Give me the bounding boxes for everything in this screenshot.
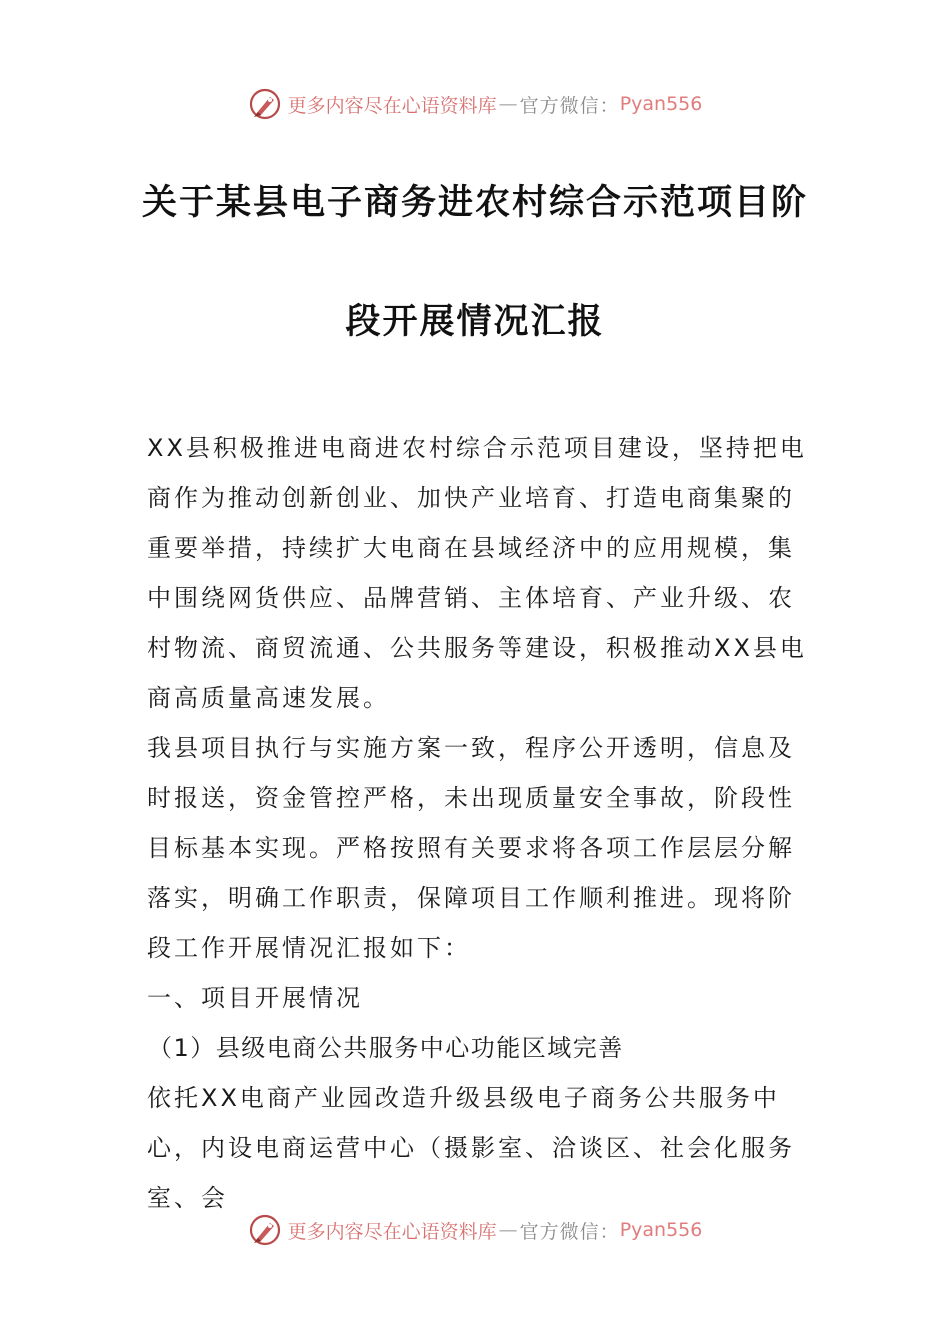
body-paragraph-3: 依托XX电商产业园改造升级县级电子商务公共服务中心，内设电商运营中心（摄影室、洽谈区、社会化服务室、会 — [147, 1084, 795, 1212]
watermark-dash: — — [498, 1219, 518, 1241]
subsection-heading: （1）县级电商公共服务中心功能区域完善 — [148, 1034, 624, 1062]
document-title-line-1: 关于某县电子商务进农村综合示范项目阶 — [141, 183, 808, 223]
section-heading: 一、项目开展情况 — [147, 984, 363, 1012]
document-title-line-2: 段开展情况汇报 — [345, 302, 605, 342]
watermark-dash: — — [498, 93, 518, 115]
watermark-wechat-id: Pyan556 — [619, 1219, 703, 1241]
body-paragraph-2: 我县项目执行与实施方案一致，程序公开透明，信息及时报送，资金管控严格，未出现质量安全事故，阶段性目标基本实现。严格按照有关要求将各项工作层层分解落实，明确工作职责，保障项目工作顺利推进。现将阶段工作开展情况汇报如下： — [147, 734, 795, 962]
watermark-banner-top — [0, 84, 950, 124]
watermark-main-text: 更多内容尽在心语资料库 — [287, 1220, 497, 1243]
pen-nib-logo-icon — [248, 87, 282, 121]
pen-nib-logo-icon — [248, 1213, 282, 1247]
watermark-main-text: 更多内容尽在心语资料库 — [287, 94, 497, 117]
watermark-wechat-label: 官方微信： — [519, 94, 620, 117]
body-paragraph-1: XX县积极推进电商进农村综合示范项目建设，坚持把电商作为推动创新创业、加快产业培育、打造电商集聚的重要举措，持续扩大电商在县域经济中的应用规模，集中围绕网货供应、品牌营销、主体培育、产业升级、农村物流、商贸流通、公共服务等建设，积极推动XX县电商高质量高速发展。 — [147, 434, 807, 712]
watermark-wechat-label: 官方微信： — [519, 1220, 620, 1243]
watermark-wechat-id: Pyan556 — [619, 93, 703, 115]
watermark-banner-bottom — [0, 1210, 950, 1250]
